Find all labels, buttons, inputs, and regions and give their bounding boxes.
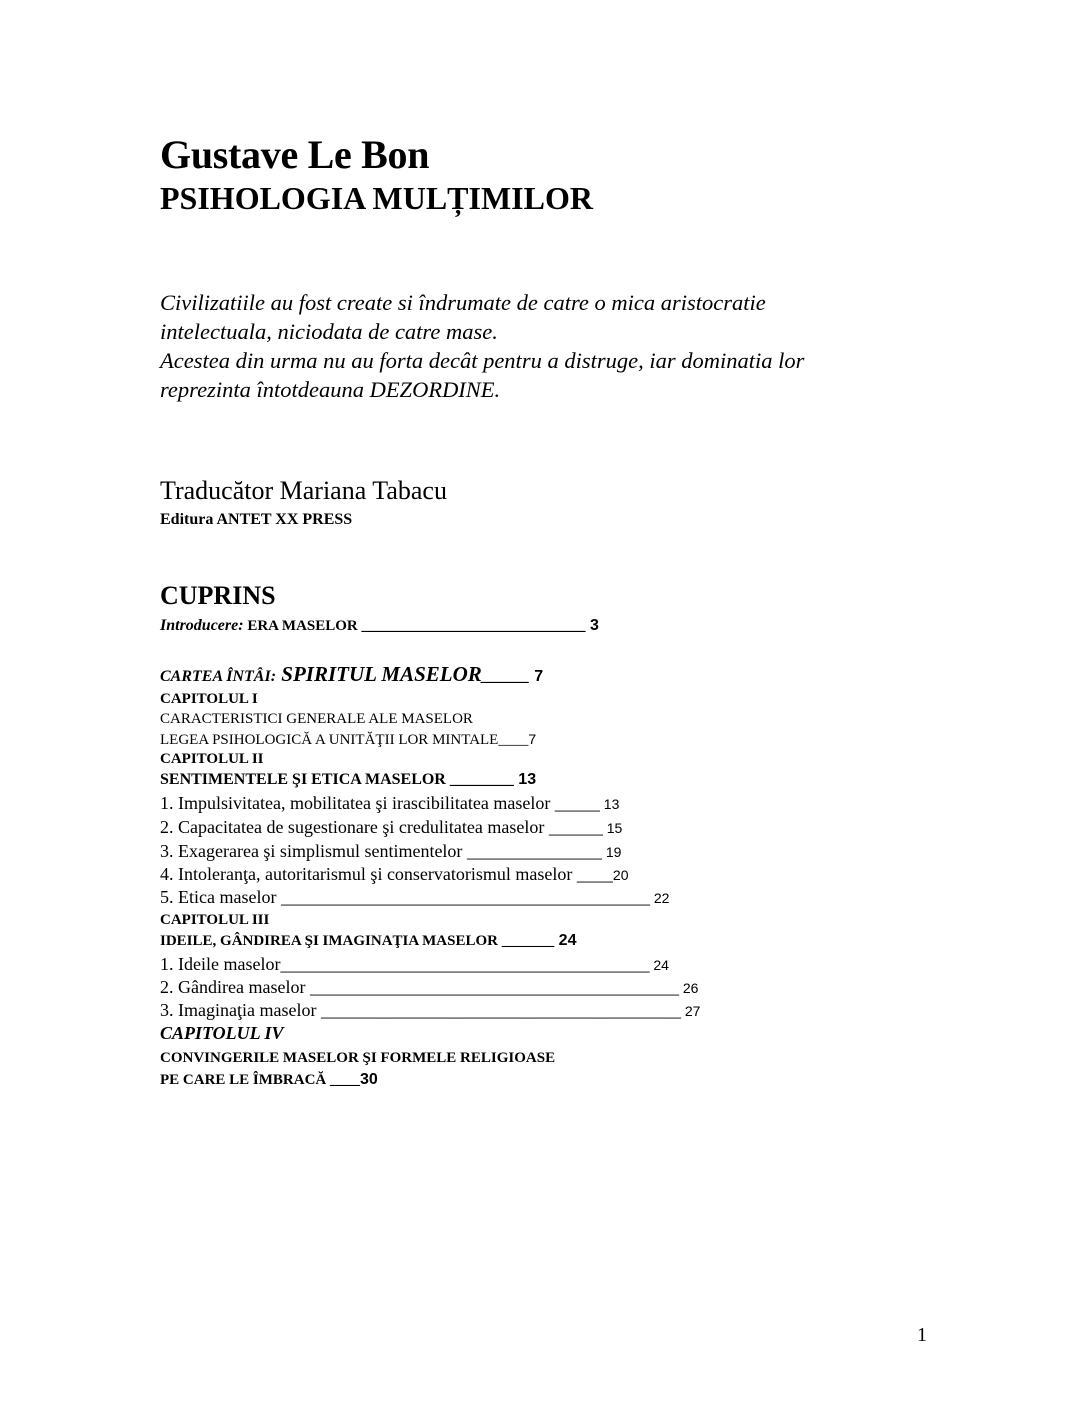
toc-item-text: 2. Gândirea maselor [160, 977, 310, 997]
author-name: Gustave Le Bon [160, 132, 430, 177]
translator-credit: Traducător Mariana Tabacu [160, 476, 447, 505]
toc-leader: ____________________________ [361, 617, 586, 634]
toc-chapter-2-title[interactable] [160, 770, 536, 790]
motto-line: Acestea din urma nu au forta decât pentru a distruge, iar dominatia lor [160, 348, 805, 373]
toc-page-number: 22 [649, 890, 670, 906]
toc-item[interactable] [160, 793, 619, 814]
toc-leader: ______ [548, 817, 603, 837]
toc-leader: _________________________________________ [309, 977, 679, 997]
toc-entry-book1[interactable] [160, 662, 543, 689]
toc-item-text: 1. Ideile maselor [160, 954, 281, 974]
toc-item-text: 4. Intoleranţa, autoritarismul şi conservatorismul maselor [160, 864, 577, 884]
toc-chapter-1-title[interactable]: CARACTERISTICI GENERALE ALE MASELOR [160, 711, 473, 727]
toc-leader: _________________________________________ [280, 887, 650, 907]
toc-chapter-4-label: CAPITOLUL IV [160, 1023, 284, 1043]
toc-chapter-2-title-text: SENTIMENTELE ŞI ETICA MASELOR [160, 771, 450, 788]
toc-chapter-3-label: CAPITOLUL III [160, 912, 270, 928]
publisher-credit: Editura ANTET XX PRESS [160, 511, 353, 528]
toc-item-text: 2. Capacitatea de sugestionare şi credulitatea maselor [160, 817, 549, 837]
toc-item[interactable] [160, 864, 628, 885]
toc-leader: _______ [501, 933, 555, 949]
toc-leader: ____ [330, 1072, 361, 1088]
toc-page-number: 13 [599, 796, 620, 812]
toc-leader: ________________________________________ [320, 1000, 681, 1020]
book-title: PSIHOLOGIA MULȚIMILOR [160, 180, 593, 216]
toc-heading: CUPRINS [160, 581, 276, 610]
toc-page-number: 20 [612, 867, 629, 883]
motto-line: reprezinta întotdeauna DEZORDINE. [160, 377, 501, 402]
toc-page-number: 19 [601, 844, 622, 860]
toc-page-number: 3 [585, 617, 599, 634]
toc-chapter-1-subtitle-text: LEGEA PSIHOLOGICĂ A UNITĂŢII LOR MINTALE [160, 732, 499, 748]
toc-leader: ____ [498, 732, 529, 748]
motto-line: intelectuala, niciodata de catre mase. [160, 319, 498, 344]
toc-leader: _________________________________________ [280, 954, 650, 974]
toc-item[interactable] [160, 887, 669, 908]
toc-chapter-4-subtitle[interactable] [160, 1070, 378, 1090]
toc-page-number: 13 [513, 771, 537, 788]
toc-chapter-4-title[interactable]: CONVINGERILE MASELOR ŞI FORMELE RELIGIOASE [160, 1050, 556, 1066]
toc-leader: ____ [576, 864, 613, 884]
toc-chapter-2-label: CAPITOLUL II [160, 751, 264, 767]
toc-item-text: 1. Impulsivitatea, mobilitatea şi irascibilitatea maselor [160, 793, 555, 813]
toc-page-number: 24 [649, 957, 669, 973]
toc-page-number: 7 [529, 668, 544, 685]
toc-page-number: 15 [602, 820, 623, 836]
toc-chapter-1-label: CAPITOLUL I [160, 691, 258, 707]
toc-page-number: 30 [360, 1071, 378, 1088]
toc-page-number: 7 [528, 731, 537, 747]
toc-item[interactable] [160, 1000, 700, 1021]
toc-item[interactable] [160, 817, 622, 838]
toc-item-text: 3. Imaginaţia maselor [160, 1000, 321, 1020]
toc-chapter-3-title[interactable] [160, 931, 576, 951]
toc-leader: _____ [554, 793, 600, 813]
toc-page-number: 26 [678, 980, 699, 996]
toc-book1-title: SPIRITUL MASELOR [276, 662, 482, 686]
toc-page-number: 24 [554, 932, 577, 949]
toc-item-text: 3. Exagerarea şi simplismul sentimentelor [160, 841, 467, 861]
toc-item[interactable] [160, 977, 698, 998]
motto-line: Civilizatiile au fost create si îndrumate de catre o mica aristocratie [160, 290, 766, 315]
toc-book1-prefix: CARTEA ÎNTÂI: [160, 668, 277, 685]
toc-chapter-3-title-text: IDEILE, GÂNDIREA ŞI IMAGINAŢIA MASELOR [160, 933, 502, 949]
toc-item[interactable] [160, 841, 621, 862]
page-number: 1 [917, 1324, 927, 1346]
motto [160, 288, 804, 404]
toc-intro-prefix: Introducere: [160, 617, 244, 634]
toc-entry-intro[interactable] [160, 616, 599, 636]
toc-leader: ______ [481, 668, 530, 685]
toc-item-text: 5. Etica maselor [160, 887, 281, 907]
toc-item[interactable] [160, 954, 669, 975]
toc-page-number: 27 [680, 1003, 701, 1019]
toc-leader: _______________ [466, 841, 602, 861]
toc-chapter-1-subtitle[interactable] [160, 729, 536, 750]
toc-intro-title: ERA MASELOR [243, 618, 362, 634]
toc-chapter-4-subtitle-text: PE CARE LE ÎMBRACĂ [160, 1072, 331, 1088]
toc-leader: ________ [449, 771, 514, 788]
